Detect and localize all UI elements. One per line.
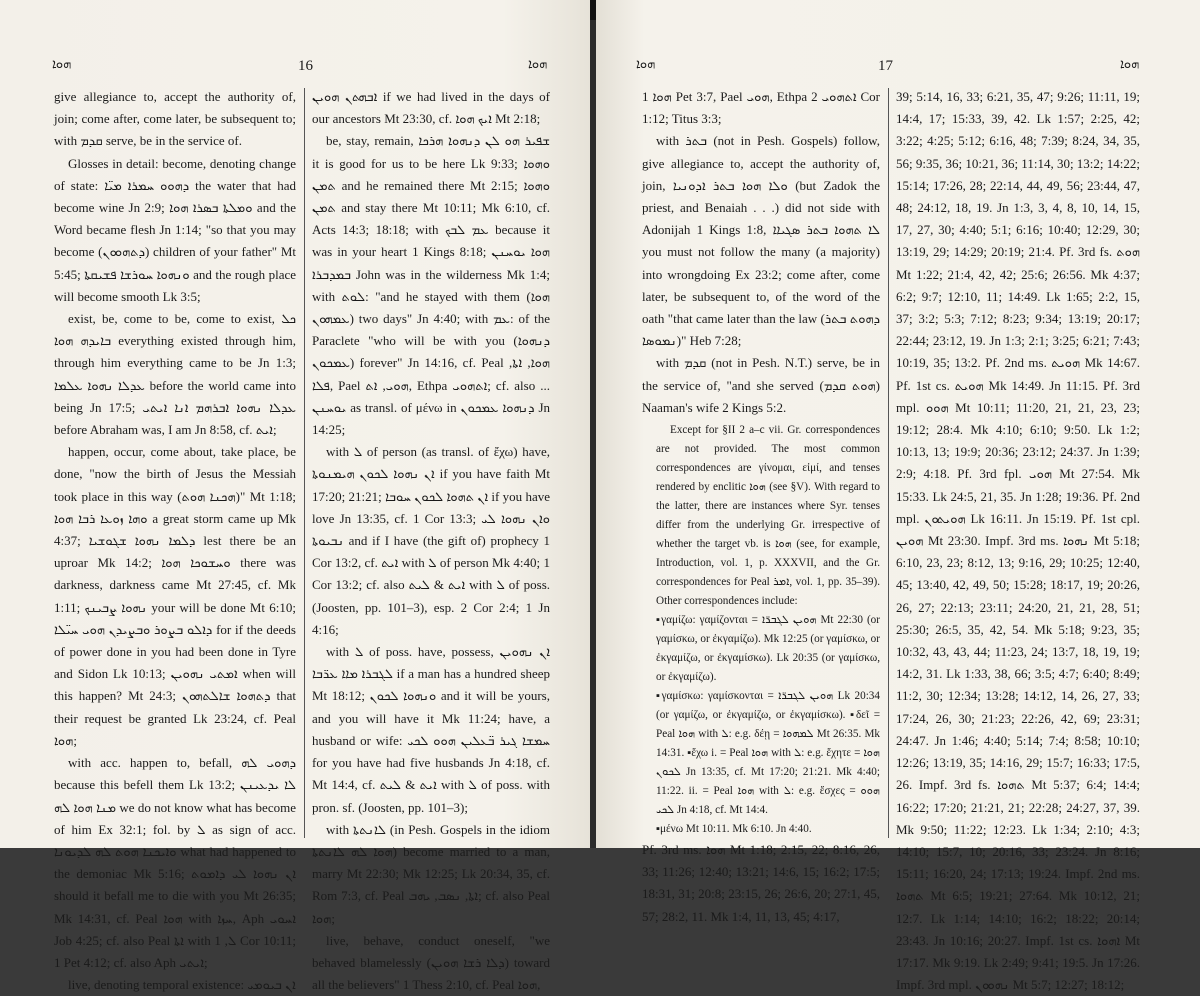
paragraph: ܗܘܐ 1 Pet 3:7, Pael ܗܘܝ, Ethpa ܐܬܗܘܝ 2 Cor 1:12; Titus 3:3; (642, 89, 881, 127)
column-rule (304, 88, 305, 838)
paragraph: 39; 5:14, 16, 33; 6:21, 35, 47; 9:26; 11:11, 19; 14:4, 17; 15:33, 39, 42. Lk 1:57; 2:25, 42; 3:22; 4:25; 5:12; 6:16, 48; 7:39; 8:24, 34, 35, 56; 9:35, 36; 10:21, 36; 11:14, 30; 13:2; 14:22; 15:14; 17:26, 28; 22:14, 44, 49, 56; 23:44, 47, 48; 24:12, 18, 19. Jn 1:3, 3, 4, 8, 10, 14, 15, 17, 27, 30; 4:40; 5:1; 6:16; 10:40; 12:29, 30; 13:19, 29; 14:29; 20:19; 21:4. Pf. 3rd fs. ܗܘܬ Mt 1:22; 21:4, 42, 42; 25:6; 26:56. Mk 4:37; 6:2; 9:7; 12:10, 11; 14:49. Lk 1:65; 2:2, 15, 37; 3:2; 5:3; 7:12; 8:23; 9:34; 13:19; 20:17; 22:44; 23:12, 19. Jn 1:3; 2:1; 3:25; 6:21; 7:43; 10:19, 35; 13:2. Pf. 2nd ms. ܗܘܝܬ Mk 14:67. Pf. 1st cs. ܗܘܝܬ Mk 14:49. Jn 11:15. Pf. 3rd mpl. ܗܘܘ Mt 10:11; 11:20, 21, 21, 23, 23; 19:12; 28:4. Mk 4:10; 6:10; 9:50. Lk 1:2; 10:13, 13; 19:9; 20:36; 23:12; 24:37. Jn 1:39; 2:9; 4:18. Pf. 3rd fpl. ܗܘܝ Mt 27:54. Mk 15:33. Lk 24:5, 21, 35. Jn 1:28; 19:36. Pf. 2nd mpl. ܗܘܝܬܘܢ Lk 16:11. Jn 15:19. Pf. 1st cpl. ܗܘܝܢ Mt 23:30. Impf. 3rd ms. ܢܗܘܐ Mt 5:18; 6:10, 23, 23; 8:12, 13; 9:16, 29; 10:25; 12:40, 45; 13:40, 42, 49, 50; 15:28; 18:17, 19; 20:26, 26, 27; 22:13; 23:11; 24:20, 21, 21, 28, 51; 25:30; 26:5, 35, 42, 54. Mk 5:18; 9:23, 35; 10:32, 43, 43, 44; 11:23, 24; 13:7, 18, 19, 19; 14:2, 31. Lk 1:33, 38, 66; 3:5; 4:7; 6:40; 8:49; 11:2, 30; 12:34; 13:28; 14:12, 14, 26, 27, 33; 17:24, 26, 30; 21:23; 22:26, 42, 69; 23:31; 24:47. Jn 1:46; 4:40; 5:14; 7:4; 8:58; 10:10; 12:26; 13:19, 35; 14:16, 29; 15:7; 16:33; 17:5, 26. Impf. 3rd fs. ܬܗܘܐ Mt 5:37; 6:4; 14:4; 16:22; 17:20; 21:21, 21; 22:28; 24:27, 37, 39. Mk 9:50; 11:22; 12:23. Lk 1:34; 2:10; 4:3; 14:10; 15:7, 10; 20:16, 33; 23:24. Jn 8:16; 15:11; 16:20, 24; 17:13; 19:24. Impf. 2nd ms. ܬܗܘܐ Mt 6:5; 19:21; 27:64. Mk 10:12, 21; 12:7. Lk 1:14; 14:10; 16:2; 18:22; 20:14; 23:43. Jn 10:16; 20:27. Impf. 1st cs. ܐܗܘܐ Mt 17:17. Mk 9:19. Lk 2:49; 9:41; 19:5. Jn 17:26. Impf. 3rd mpl. ܢܗܘܘܢ Mt 5:7; 12:27; 18:12; (896, 89, 1141, 993)
note-paragraph: ▪γαμίζω: γαμίζονται = ܗܘܝܢ ܠܓܒܪ̈ܐ Mt 22:30 (or γαμίσκω, or ἐκγαμίζω). Mk 12:25 (or γαμίσκω, or ἐκγαμίζω, or ἐκγαμίσκω). Lk 20:35 (or γαμίσκω, or ἐκγαμίζω). (656, 614, 880, 684)
running-head-left: ܗܘܐ (636, 56, 656, 71)
note-paragraph: Except for §II 2 a–c vii. Gr. correspondences are not provided. The most common correspondences are γίνομαι, εἰμί, and tenses rendered by enclitic ܗܘܐ (see §V). With regard to the latter, there are instances where Syr. tenses differ from the underlying Gr. irrespective of whether the target vb. is ܗܘܐ (see, for example, Introduction, vol. 1, p. XXXVII, and the Gr. correspondences for Peal ܐܡܪ, vol. 1, pp. 35–39). Other correspondences include: (656, 424, 880, 608)
page-number: 16 (298, 58, 313, 74)
column-left (54, 86, 297, 993)
column-rule (888, 88, 889, 838)
column-left (642, 86, 881, 924)
paragraph: with acc. happen to, befall, ܕܗܘܝ ܠܗ because this befell them Lk 13:2; ܠܐ ܝܕܥܝܢܢ ܡܢܐ ܗܘܐ ܠܗ we do not know what has become of him Ex 32:1; fol. by ܠ as sign of acc. ܘܐܝܟܢܐ ܗܘܬ ܠܗ ܠܕܝܘܢܐ what had happened to the demoniac Mk 5:16; ܐܢ ܢܗܘܐ ܠܝ ܕܐܡܘܬ should it befall me to die with you Mt 26:35; Mk 14:31, cf. Peal ܗܘܐ with ܚܙܐ, Aph ܐܚܘܝ Job 4:25; cf. also Peal ܐܬܐ with ܠ, 1 Cor 10:11; 1 Pet 4:12; cf. also Aph ܐܝܬܝ; (54, 755, 297, 970)
paragraph: happen, occur, come about, take place, be done, "now the birth of Jesus the Messiah took place in this way (ܗܟܢܐ ܗܘܬ)" Mt 1:18; ܘܗܐ ܙܘܥܐ ܪܒܐ ܗܘܐ a great storm came up Mk 4:37; ܕܠܡܐ ܢܗܘܐ ܫܓܘܫܝܐ lest there be an uproar Mk 14:2; ܘܚܫܘܟܐ ܗܘܐ there was darkness, darkness came Mt 27:45, cf. Mk 1:11; ܢܗܘܐ ܨܒܝܢܟ your will be done Mt 6:10; ܕܐܠܘ ܒܨܘܪ ܘܒܨܝܕܢ ܗܘܝ ܚܝ̈ܠܐ for if the deeds of power done in you had been done in Tyre and Sidon Lk 10:13; ܐܡܬܝ ܢܗܘܝܢ when will this happen? Mt 24:3; ܕܬܗܘܐ ܫܐܠܬܗܘܢ that their request be granted Lk 23:24, cf. Peal ܗܘܐ; (54, 444, 297, 748)
page-number: 17 (878, 58, 893, 74)
right-page (596, 0, 1200, 993)
column-right (312, 86, 551, 993)
paragraph: with ܠ of person (as transl. of ἔχω) have, ܐܢ ܢܗܘܐ ܠܟܘܢ ܗܝܡܢܘܬܐ if you have faith Mt 17:20; 21:21; ܐܢ ܬܗܘܐ ܠܟܘܢ ܚܘܒܐ if you have love Jn 13:35, cf. 1 Cor 13:3; ܘܐܢ ܢܗܘܐ ܠܝ ܢܒܝܘܬܐ and if I have (the gift of) prophecy 1 Cor 13:2, cf. ܐܝܬ with ܠ of person Mk 4:40; 1 Cor 13:2; cf. also ܐܝܬ & ܠܝܬ with ܠ of poss. (Joosten, pp. 101–3), esp. 2 Cor 2:4; 1 Jn 4:16; (312, 444, 551, 637)
note-paragraph: ▪γαμίσκω: γαμίσκονται = ܗܘܝܢ ܠܓܒܪ̈ܐ Lk 20:34 (or γαμίζω, or ἐκγαμίζω, or ἐκγαμίσκω). ▪δεῖ = Peal ܗܘܐ with ܠ: e.g. δέῃ = ܠܡܗܘܐ Mt 26:35. Mk 14:31. ▪ἔχω i. = Peal ܗܘܐ with ܠ: e.g. ἔχητε = ܗܘܐ ܠܟܘܢ Jn 13:35, cf. Mt 17:20; 21:21. Mk 4:40; 11:22. ii. = Peal ܗܘܐ with ܠ: e.g. ἔσχες = ܗܘܘ ܠܟܝ Jn 4:18, cf. Mt 14:4. (656, 690, 880, 817)
paragraph: exist, be, come to be, come to exist, ܟܠ ܒܐܝܕܗ ܗܘܐ everything existed through him, through him everything came to be Jn 1:3; ܥܕܠܐ ܢܗܘܐ ܥܠܡܐ before the world came into being Jn 17:5; ܥܕܠܐ ܢܗܘܐ ܐܒܪܗܡ ܐܢܐ ܐܝܬܝ before Abraham was, I am Jn 8:58, cf. ܐܝܬ; (54, 311, 296, 438)
note-paragraph: ▪μένω Mt 10:11. Mk 6:10. Jn 4:40. (656, 823, 812, 836)
paragraph: Glosses in detail: become, denoting change of state: ܕܗܘܘ ܚܡܪܐ ܡܝ̈ܐ the water that had become wine Jn 2:9; ܘܡܠܬܐ ܒܣܪܐ ܗܘܐ and the Word became flesh Jn 1:14; "so that you may become (ܕܬܗܘܘܢ) children of your father" Mt 5:45; ܘܢܗܘܐ ܚܘܪܫܐ ܦܫܝܩܬܐ and the rough place will become smooth Lk 3:5; (54, 155, 297, 304)
paragraph: live, denoting temporal existence: ܐܢ ܒܝܘܡܝ (68, 977, 296, 993)
paragraph: Pf. 3rd ms. ܗܘܐ Mt 1:18; 2:15, 22; 8:16, 26, 33; 11:26; 12:40; 13:21; 14:6, 15; 16:2; 17:5; 18:31, 31; 20:8; 23:15, 26; 26:6, 20; 27:1, 45, 57; 28:2, 11. Mk 1:4, 11, 13, 45; 4:17, (642, 842, 880, 924)
left-page (0, 0, 592, 993)
paragraph: give allegiance to, accept the authority of, join; come after, come later, be subsequent to; with ܩܕܡ serve, be in the service of. (54, 89, 296, 149)
running-head-right: ܗܘܐ (1120, 56, 1140, 71)
running-head-right: ܗܘܐ (528, 56, 548, 71)
column-right (896, 86, 1141, 993)
paragraph: be, stay, remain, ܫܦܝܪ ܗܘ ܠܢ ܕܢܗܘܐ ܗܪܟܐ it is good for us to be here Lk 9:33; ܘܗܘܐ ܬܡܢ and he remained there Mt 2:15; ܘܗܘܐ ܬܡܢ and stay there Mt 10:11; Mk 6:10, cf. Acts 14:3; 18:18; with ܥܡ ܠܒܟ because it was in your heart 1 Kings 8:18; ܗܘܐ ܝܘܚܢܢ ܒܡܕܒܪܐ John was in the wilderness Mk 1:4; with ܠܘܬ: "and he stayed with them (ܗܘܐ ܥܡܗܘܢ) two days" Jn 4:40; with ܥܡ: of the Paraclete "who will be with you (ܕܢܗܘܐ ܥܡܟܘܢ) forever" Jn 14:16, cf. Peal ܗܘܐ, ܐܬܐ, ܦܠܐ, Pael ܗܘܝ, ܐܬ, Ethpa ܐܬܗܘܝ; cf. also ... ܝܘܚܢܢ as transl. of μένω in ܕܢܗܘܐ ܥܡܟܘܢ Jn 14:25; (312, 133, 551, 438)
paragraph: with ܠܐܢܬܬܐ (in Pesh. Gospels in the idiom ܗܘܐ ܠܗ ܠܐܢܬܬܐ) become married to a man, marry Mt 22:30; Mk 12:25; Lk 20:34, 35, cf. Rom 7:3, cf. Peal ܐܬܐ, ܢܣܒ, ܝܗܒ; cf. also Peal ܗܘܐ; (312, 821, 551, 926)
paragraph: with ܒܬܪ (not in Pesh. Gospels) follow, give allegiance to, accept the authority of, join, ܘܠܐ ܗܘܐ ܒܬܪ ܐܕܘܢܝܐ (but Zadok the priest, and Benaiah . . .) did not side with Adonijah 1 Kings 1:8, ܠܐ ܬܗܘܐ ܒܬܪ ܣܓܝܐܐ you must not follow the many (a majority) into wrongdoing Ex 23:2; come after, come later, be subsequent to, of the word of the oath "that came later than the law (ܕܗܘܬ ܒܬܪ ܢܡܘܣܐ)" Heb 7:28; (642, 133, 881, 349)
paragraph: with ܠ of poss. have, possess, ܐܢ ܢܗܘܝܢ ܠܓܒܪܐ ܡܐܐ ܥܪ̈ܒܐ if a man has a hundred sheep Mt 18:12; ܘܢܗܘܐ ܠܟܘܢ and it will be yours, and you will have it Mk 11:24; have, a husband or wife: ܚܡܫܐ ܓܝܪ ܒ̈ܥܠܝܢ ܗܘܘ ܠܟܝ for you have had five husbands Jn 4:18, cf. Mt 14:4, cf. ܐܝܬ & ܠܝܬ with ܠ of poss. with pron. sf. (Joosten, pp. 101–3); (312, 644, 551, 815)
paragraph: with ܩܕܡ (not in Pesh. N.T.) serve, be in the service of, "and she served (ܗܘܬ ܩܕܡ) Naaman's wife 2 Kings 5:2. (642, 355, 880, 415)
running-head-left: ܗܘܐ (52, 56, 72, 71)
paragraph: ܐܒܗܬܢ ܗܘܝܢ if we had lived in the days of our ancestors Mt 23:30, cf. ܐܝܟ ܗܘܐ Mt 2:18; (312, 89, 550, 127)
correspondence-note (642, 421, 880, 839)
paragraph: live, behave, conduct oneself, "we behaved blamelessly (ܕܠܐ ܪܫܐ ܗܘܝܢ) toward all the believers" 1 Thess 2:10, cf. Peal ܗܘܐ, (312, 932, 551, 993)
